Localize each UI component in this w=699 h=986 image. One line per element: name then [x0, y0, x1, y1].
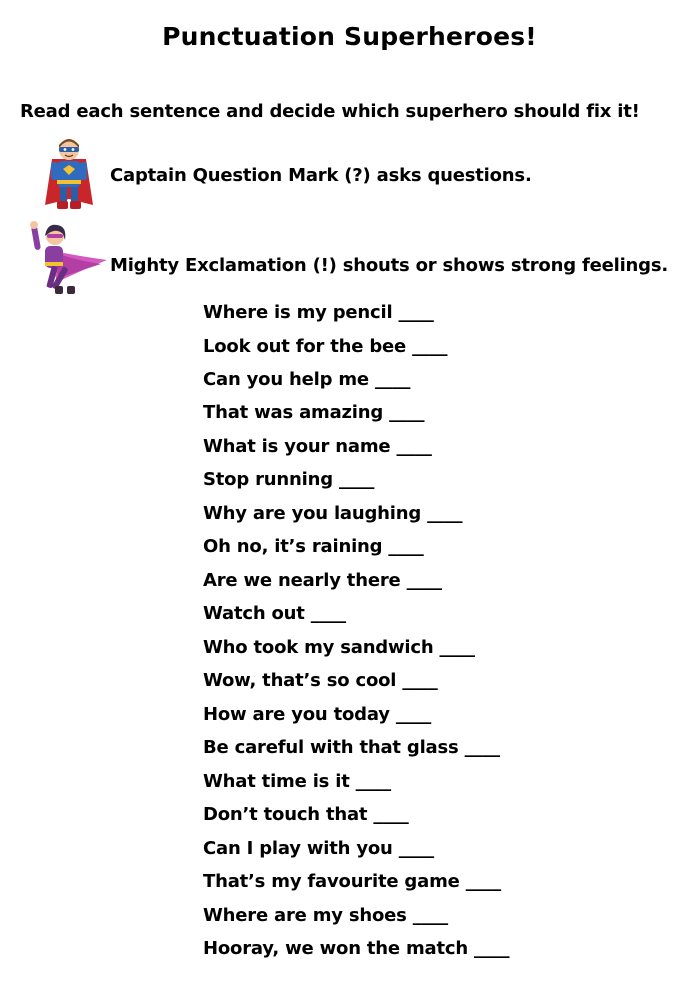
question-text: Oh no, it’s raining ____: [203, 535, 424, 557]
question-text: What time is it ____: [203, 770, 391, 792]
question-text: What is your name ____: [203, 435, 432, 457]
question-text: Hooray, we won the match ____: [203, 937, 510, 959]
question-text: Can you help me ____: [203, 368, 411, 390]
question-text: Don’t touch that ____: [203, 803, 409, 825]
question-text: Where are my shoes ____: [203, 904, 448, 926]
question-text: Can I play with you ____: [203, 837, 434, 859]
question-text: Stop running ____: [203, 468, 375, 490]
question-text: How are you today ____: [203, 703, 432, 725]
question-text: Where is my pencil ____: [203, 301, 434, 323]
question-text: Be careful with that glass ____: [203, 736, 500, 758]
hero-description-exclamation: Mighty Exclamation (!) shouts or shows strong feelings.: [110, 255, 669, 276]
page-title: Punctuation Superheroes!: [162, 22, 537, 51]
question-text: Are we nearly there ____: [203, 569, 442, 591]
question-text: Why are you laughing ____: [203, 502, 463, 524]
question-text: Wow, that’s so cool ____: [203, 669, 438, 691]
question-text: Who took my sandwich ____: [203, 636, 475, 658]
hero-description-question-mark: Captain Question Mark (?) asks questions.: [110, 165, 532, 186]
instructions-text: Read each sentence and decide which superhero should fix it!: [20, 101, 640, 122]
mighty-exclamation-illustration: [27, 220, 109, 302]
question-text: That was amazing ____: [203, 401, 425, 423]
question-text: Watch out ____: [203, 602, 346, 624]
captain-question-mark-illustration: [42, 137, 96, 213]
question-text: Look out for the bee ____: [203, 335, 448, 357]
question-text: That’s my favourite game ____: [203, 870, 501, 892]
